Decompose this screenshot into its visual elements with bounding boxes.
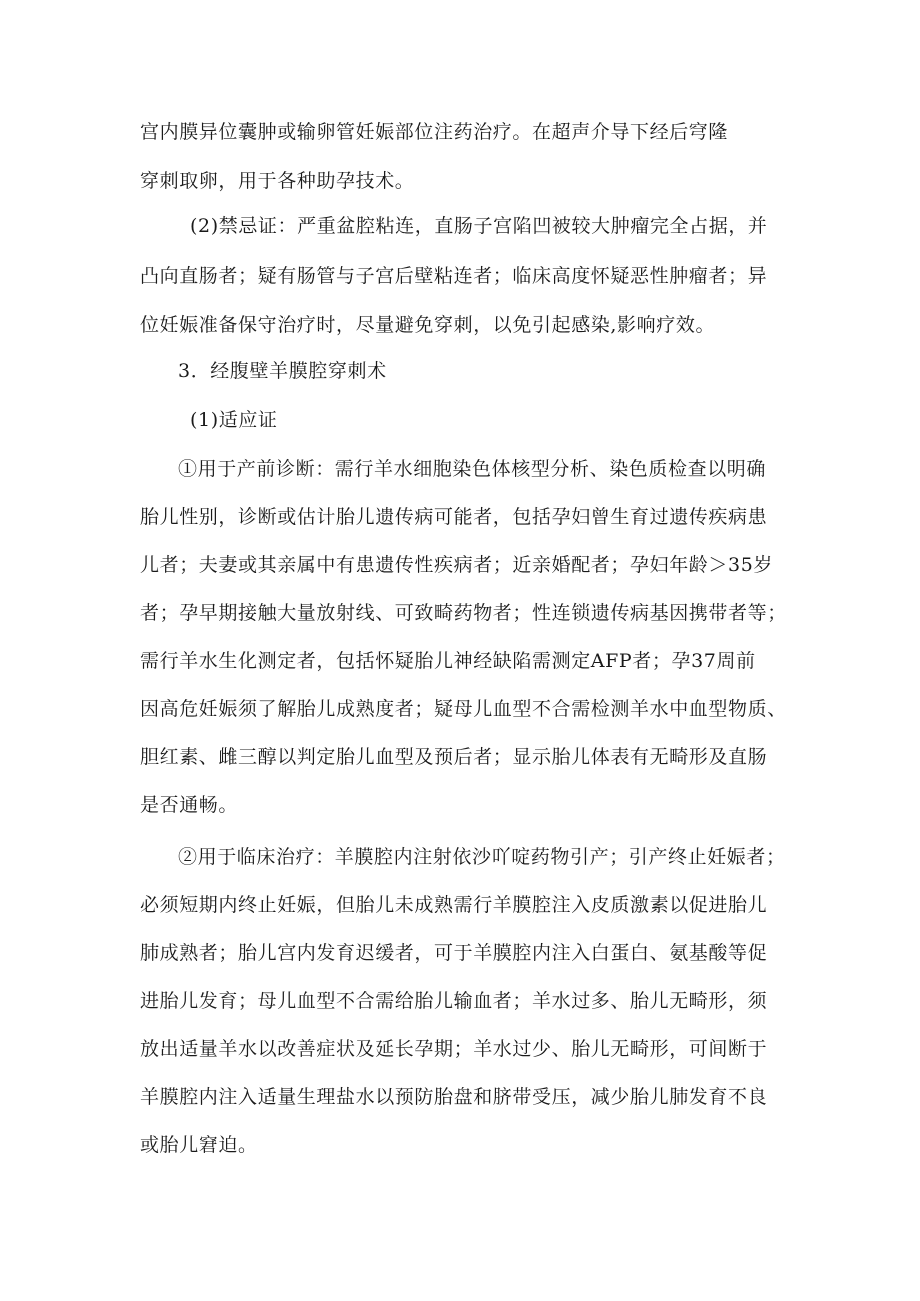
text-line: ②用于临床治疗：羊膜腔内注射依沙吖啶药物引产；引产终止妊娠者； xyxy=(178,846,786,868)
text-line: 肺成熟者；胎儿宫内发育迟缓者，可于羊膜腔内注入白蛋白、氨基酸等促 xyxy=(140,942,768,964)
text-line: (2)禁忌证：严重盆腔粘连，直肠子宫陷凹被较大肿瘤完全占据，并 xyxy=(190,215,768,237)
text-line: 是否通畅。 xyxy=(140,794,239,816)
text-line: 宫内膜异位囊肿或输卵管妊娠部位注药治疗。在超声介导下经后穹隆 xyxy=(140,121,729,143)
subsection-heading: (1)适应证 xyxy=(190,409,278,431)
text-line: 进胎儿发育；母儿血型不合需给胎儿输血者；羊水过多、胎儿无畸形，须 xyxy=(140,990,768,1012)
text-line: 因高危妊娠须了解胎儿成熟度者；疑母儿血型不合需检测羊水中血型物质、 xyxy=(140,698,787,720)
text-line: 凸向直肠者；疑有肠管与子宫后壁粘连者；临床高度怀疑恶性肿瘤者；异 xyxy=(140,265,768,287)
text-line: 胆红素、雌三醇以判定胎儿血型及预后者；显示胎儿体表有无畸形及直肠 xyxy=(140,746,768,768)
text-line: 穿刺取卵，用于各种助孕技术。 xyxy=(140,170,415,192)
text-line: 需行羊水生化测定者，包括怀疑胎儿神经缺陷需测定AFP者；孕37周前 xyxy=(140,650,756,672)
text-line: 者；孕早期接触大量放射线、可致畸药物者；性连锁遗传病基因携带者等； xyxy=(140,602,787,624)
text-line: 位妊娠准备保守治疗时，尽量避免穿刺，以免引起感染,影响疗效。 xyxy=(140,314,716,336)
text-line: 放出适量羊水以改善症状及延长孕期；羊水过少、胎儿无畸形，可间断于 xyxy=(140,1038,768,1060)
text-line: 必须短期内终止妊娠，但胎儿未成熟需行羊膜腔注入皮质激素以促进胎儿 xyxy=(140,894,768,916)
text-line: 儿者；夫妻或其亲属中有患遗传性疾病者；近亲婚配者；孕妇年龄＞35岁 xyxy=(140,554,773,576)
section-heading: 3．经腹壁羊膜腔穿刺术 xyxy=(178,360,387,382)
text-line: 或胎儿窘迫。 xyxy=(140,1134,258,1156)
text-line: 胎儿性别，诊断或估计胎儿遗传病可能者，包括孕妇曾生育过遗传疾病患 xyxy=(140,506,768,528)
text-line: 羊膜腔内注入适量生理盐水以预防胎盘和脐带受压，减少胎儿肺发育不良 xyxy=(140,1086,768,1108)
text-line: ①用于产前诊断：需行羊水细胞染色体核型分析、染色质检查以明确 xyxy=(178,458,767,480)
